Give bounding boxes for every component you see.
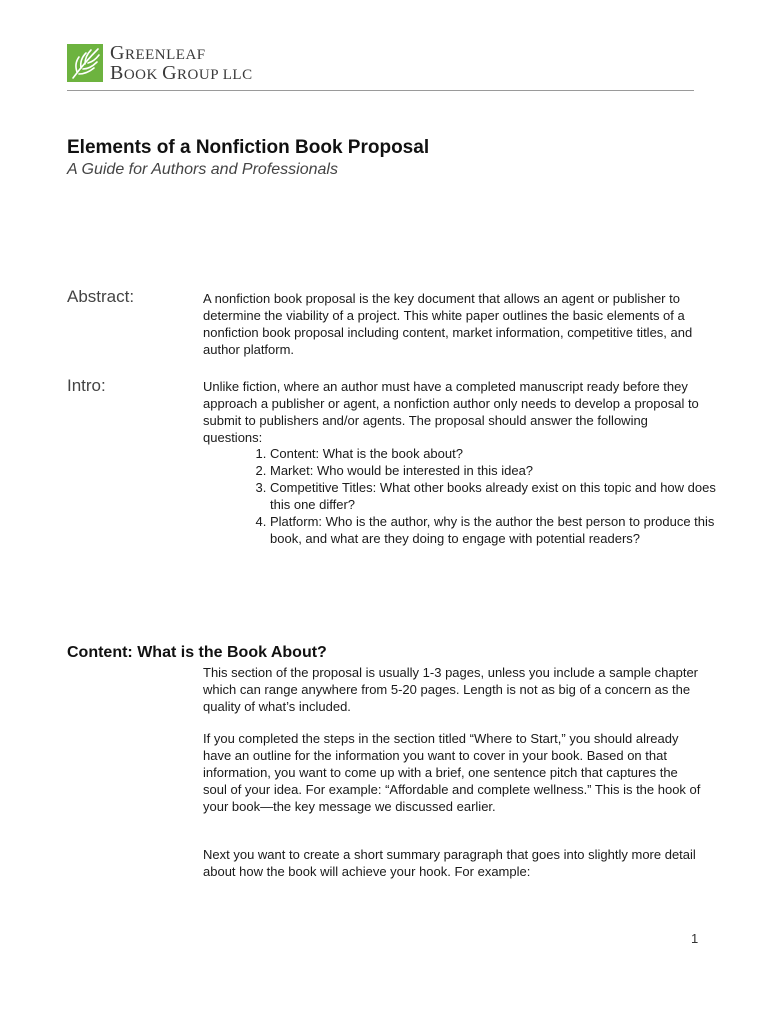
document-title: Elements of a Nonfiction Book Proposal <box>67 137 430 158</box>
intro-text: Unlike fiction, where an author must have a completed manuscript ready before they approach a publisher or agent, a nonfiction author only needs to develop a proposal to submit to publishers and/or agents. The proposal should answer the following questions: <box>203 379 699 445</box>
document-subtitle: A Guide for Authors and Professionals <box>67 161 338 178</box>
logo-text-line1: REENLEAF <box>124 47 206 63</box>
content-paragraph-1: This section of the proposal is usually 1-3 pages, unless you include a sample chapter which can range anywhere from 5-20 pages. Length is not as big of a concern as the quality of what’s included. <box>203 665 699 714</box>
greenleaf-logo-icon <box>67 44 103 82</box>
header-divider <box>67 90 694 91</box>
logo-text-line2b: ROUP LLC <box>177 67 253 83</box>
logo-text-line2a: OOK <box>123 67 163 83</box>
list-item: 2. Market: Who would be interested in this idea? <box>270 462 725 479</box>
abstract-label: Abstract: <box>67 287 135 306</box>
logo-cap: G <box>162 62 178 84</box>
list-item: 1. Content: What is the book about? <box>270 445 725 462</box>
logo-cap: G <box>110 42 125 64</box>
intro-label: Intro: <box>67 376 106 395</box>
logo-cap: B <box>110 62 124 84</box>
abstract-text: A nonfiction book proposal is the key document that allows an agent or publisher to determine the viability of a project. This white paper outlines the basic elements of a nonfiction book proposal including content, market information, competitive titles, and author platform. <box>203 291 693 357</box>
list-item: 3. Competitive Titles: What other books already exist on this topic and how does this one differ? <box>270 479 725 513</box>
content-paragraph-3: Next you want to create a short summary paragraph that goes into slightly more detail about how the book will achieve your hook. For example: <box>203 847 696 879</box>
section-heading: Content: What is the Book About? <box>67 644 327 661</box>
list-item: 4. Platform: Who is the author, why is the author the best person to produce this book, and what are they doing to engage with potential readers? <box>270 513 725 547</box>
logo-wordmark <box>110 44 253 84</box>
question-list <box>246 445 725 547</box>
page-number: 1 <box>691 931 699 946</box>
content-paragraph-2: If you completed the steps in the section titled “Where to Start,” you should already have an outline for the information you want to cover in your book. Based on that information, you want to come up with a brief, one sentence pitch that captures the soul of your idea. For example: “Affordable and complete wellness.” This is the hook of your book—the key message we discussed earlier. <box>203 731 701 814</box>
